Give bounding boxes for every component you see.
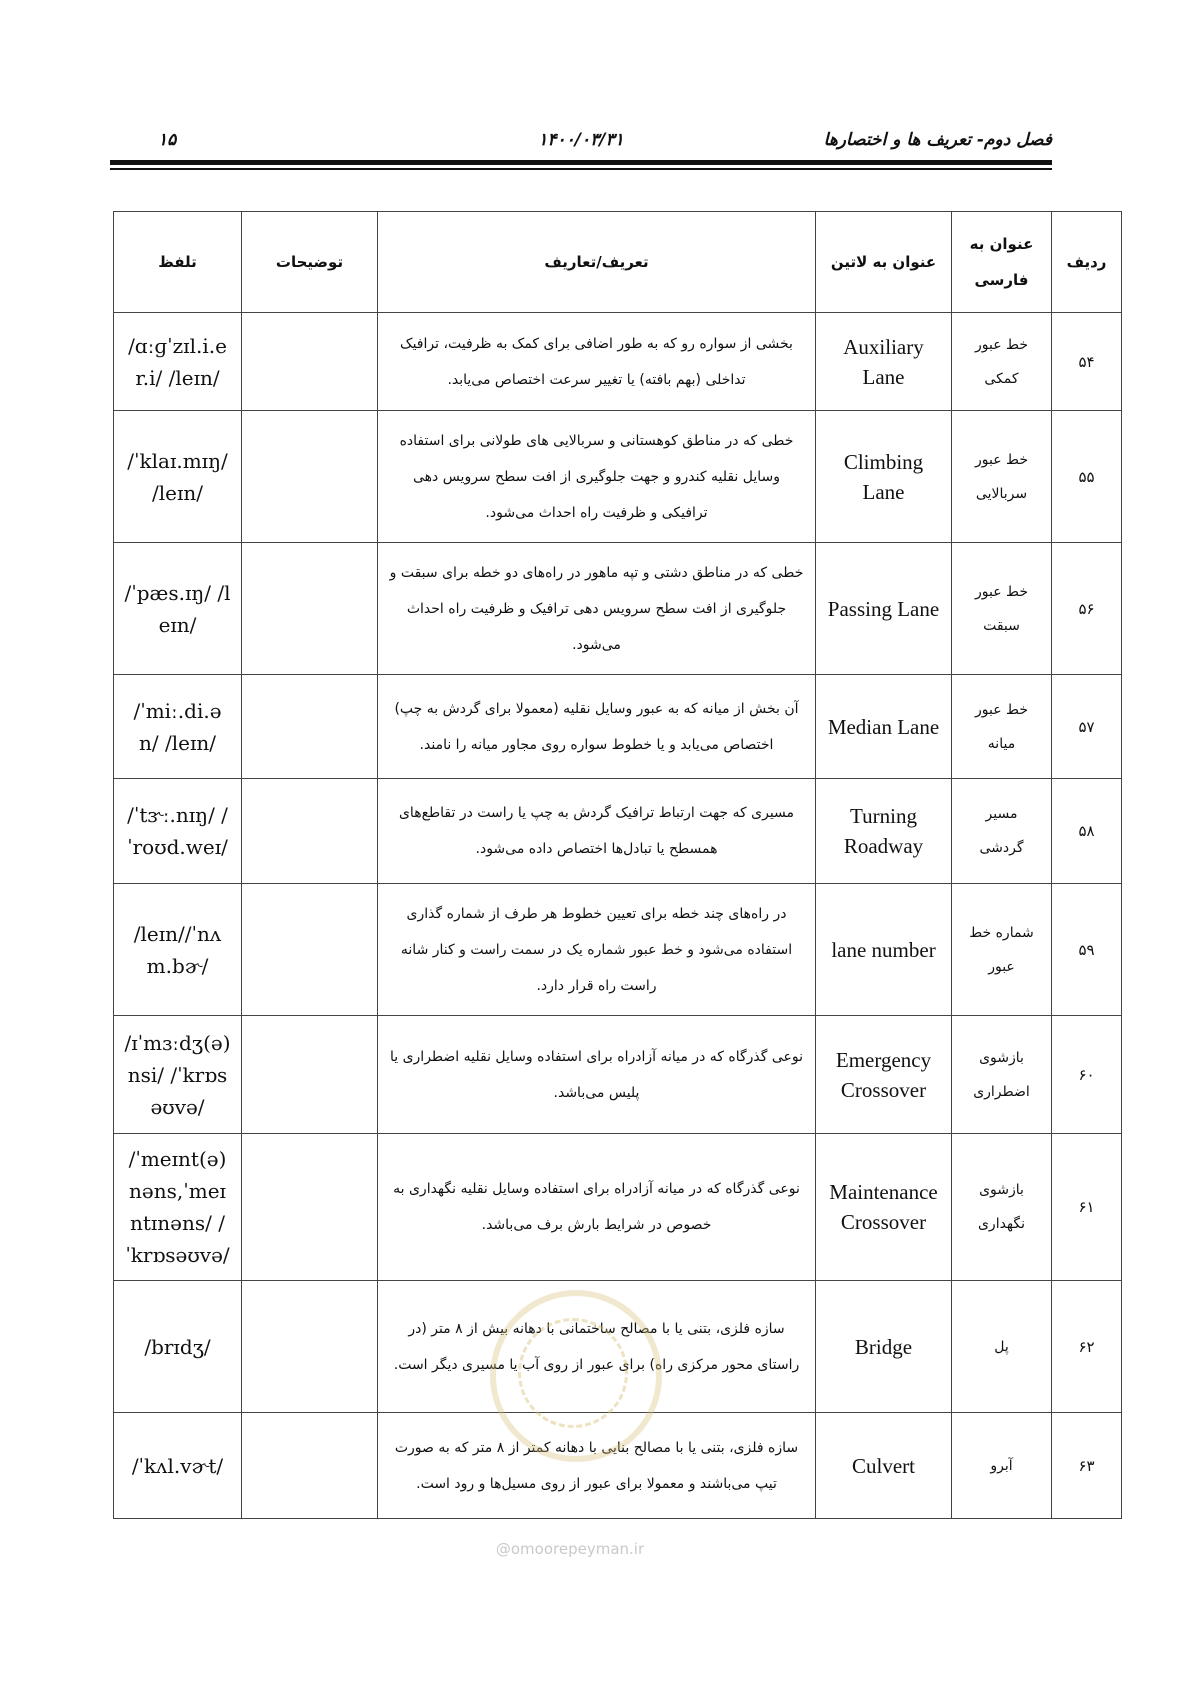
table-row (114, 1281, 1122, 1413)
col-header-note: توضیحات (242, 212, 378, 313)
persian-title: مسیر گردشی (952, 779, 1052, 884)
english-title: Auxiliary Lane (816, 313, 952, 411)
page-header (110, 126, 1052, 162)
persian-title: خط عبور سبقت (952, 543, 1052, 675)
header-date: ۱۴۰۰/۰۳/۳۱ (538, 130, 624, 150)
note (242, 884, 378, 1016)
note (242, 675, 378, 779)
chapter-title: فصل دوم- تعریف ها و اختصارها (823, 130, 1052, 150)
pronunciation: /ˈpæs.ɪŋ/ /leɪn/ (114, 543, 242, 675)
col-header-fa-title: عنوان به فارسی (952, 212, 1052, 313)
english-title: Culvert (816, 1413, 952, 1519)
table-row (114, 1134, 1122, 1281)
col-header-row: ردیف (1052, 212, 1122, 313)
definition: خطی که در مناطق دشتی و تپه ماهور در راه‌های دو خطه برای سبقت و جلوگیری از افت سطح سرویس دهی ترافیک و ظرفیت راه احداث می‌شود. (378, 543, 816, 675)
definition: نوعی گذرگاه که در میانه آزادراه برای استفاده وسایل نقلیه نگهداری به خصوص در شرایط بارش برف می‌باشد. (378, 1134, 816, 1281)
english-title: Emergency Crossover (816, 1016, 952, 1134)
note (242, 313, 378, 411)
table-row (114, 313, 1122, 411)
note (242, 1134, 378, 1281)
pronunciation: /brɪdʒ/ (114, 1281, 242, 1413)
persian-title: پل (952, 1281, 1052, 1413)
definition: آن بخش از میانه که به عبور وسایل نقلیه (معمولا برای گردش به چپ) اختصاص می‌یابد و یا خطوط سواره روی مجاور میانه را نامند. (378, 675, 816, 779)
row-number: ۵۴ (1052, 313, 1122, 411)
english-title: Bridge (816, 1281, 952, 1413)
persian-title: بازشوی اضطراری (952, 1016, 1052, 1134)
row-number: ۶۱ (1052, 1134, 1122, 1281)
english-title: lane number (816, 884, 952, 1016)
pronunciation: /ˈmeɪnt(ə)nəns,ˈmeɪntɪnəns/ /ˈkrɒsəʊvə/ (114, 1134, 242, 1281)
persian-title: خط عبور میانه (952, 675, 1052, 779)
table-row (114, 779, 1122, 884)
note (242, 1281, 378, 1413)
note (242, 1413, 378, 1519)
definition: بخشی از سواره رو که به طور اضافی برای کمک به ظرفیت، ترافیک تداخلی (بهم بافته) یا تغییر سرعت اختصاص می‌یابد. (378, 313, 816, 411)
note (242, 1016, 378, 1134)
table-row (114, 884, 1122, 1016)
persian-title: بازشوی نگهداری (952, 1134, 1052, 1281)
pronunciation: /ˈtɝː.nɪŋ/ /ˈroʊd.weɪ/ (114, 779, 242, 884)
row-number: ۶۳ (1052, 1413, 1122, 1519)
english-title: Maintenance Crossover (816, 1134, 952, 1281)
row-number: ۶۰ (1052, 1016, 1122, 1134)
persian-title: شماره خط عبور (952, 884, 1052, 1016)
row-number: ۵۹ (1052, 884, 1122, 1016)
english-title: Turning Roadway (816, 779, 952, 884)
definition: مسیری که جهت ارتباط ترافیک گردش به چپ یا راست در تقاطع‌های همسطح یا تبادل‌ها اختصاص داده می‌شود. (378, 779, 816, 884)
english-title: Climbing Lane (816, 411, 952, 543)
pronunciation: /leɪn//ˈnʌm.bɚ/ (114, 884, 242, 1016)
table-row (114, 675, 1122, 779)
pronunciation: /ˈkʌl.vɚt/ (114, 1413, 242, 1519)
col-header-pronunciation: تلفظ (114, 212, 242, 313)
note (242, 779, 378, 884)
persian-title: خط عبور کمکی (952, 313, 1052, 411)
pronunciation: /ˈklaɪ.mɪŋ/ /leɪn/ (114, 411, 242, 543)
table-row (114, 1016, 1122, 1134)
table-row (114, 543, 1122, 675)
persian-title: آبرو (952, 1413, 1052, 1519)
table-row (114, 1413, 1122, 1519)
persian-title: خط عبور سربالایی (952, 411, 1052, 543)
english-title: Passing Lane (816, 543, 952, 675)
note (242, 411, 378, 543)
note (242, 543, 378, 675)
watermark-text: @omoorepeyman.ir (495, 1540, 645, 1558)
table-header-row (114, 212, 1122, 313)
definition: خطی که در مناطق کوهستانی و سربالایی های طولانی برای استفاده وسایل نقلیه کندرو و جهت جلوگیری از افت سطح سرویس دهی ترافیکی و ظرفیت راه احداث می‌شود. (378, 411, 816, 543)
header-rule-thin (110, 168, 1052, 170)
row-number: ۵۸ (1052, 779, 1122, 884)
definition: نوعی گذرگاه که در میانه آزادراه برای استفاده وسایل نقلیه اضطراری یا پلیس می‌باشد. (378, 1016, 816, 1134)
col-header-definition: تعریف/تعاریف (378, 212, 816, 313)
pronunciation: /ɪˈmɜːdʒ(ə)nsi/ /ˈkrɒsəʊvə/ (114, 1016, 242, 1134)
row-number: ۵۵ (1052, 411, 1122, 543)
pronunciation: /ˈmiː.di.ən/ /leɪn/ (114, 675, 242, 779)
english-title: Median Lane (816, 675, 952, 779)
col-header-en-title: عنوان به لاتین (816, 212, 952, 313)
pronunciation: /ɑːɡˈzɪl.i.er.i/ /leɪn/ (114, 313, 242, 411)
header-rule-thick (110, 160, 1052, 165)
definition: سازه فلزی، بتنی یا با مصالح بنایی با دهانه کمتر از ۸ متر که به صورت تیپ می‌باشند و معمولا برای عبور از روی مسیل‌ها و رود است. (378, 1413, 816, 1519)
terms-table (113, 211, 1122, 1519)
page-number: ۱۵ (158, 130, 177, 150)
definition: سازه فلزی، بتنی یا با مصالح ساختمانی با دهانه بیش از ۸ متر (در راستای محور مرکزی راه) برای عبور از روی آب یا مسیری دیگر است. (378, 1281, 816, 1413)
definition: در راه‌های چند خطه برای تعیین خطوط هر طرف از شماره گذاری استفاده می‌شود و خط عبور شماره یک در سمت راست و کنار شانه راست راه قرار دارد. (378, 884, 816, 1016)
row-number: ۵۷ (1052, 675, 1122, 779)
row-number: ۶۲ (1052, 1281, 1122, 1413)
table-row (114, 411, 1122, 543)
row-number: ۵۶ (1052, 543, 1122, 675)
